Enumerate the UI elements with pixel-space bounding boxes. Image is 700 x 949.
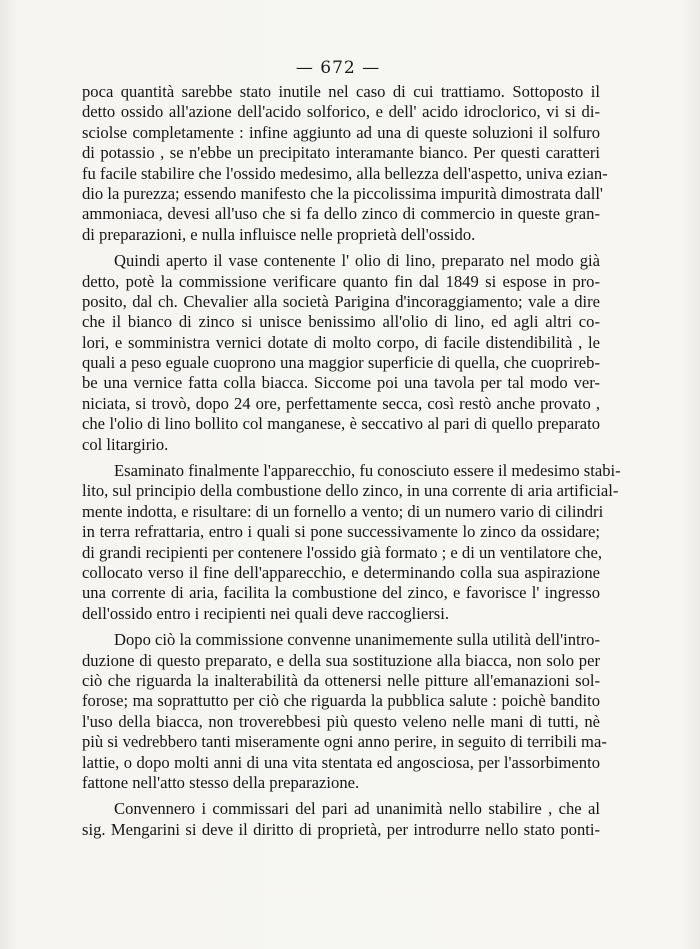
text-line: Quindi aperto il vase contenente l' olio di lino, preparato nel modo già (114, 251, 600, 271)
paragraph (82, 630, 607, 793)
paragraph (82, 82, 608, 245)
text-line: forose; ma soprattutto per ciò che riguarda la pubblica salute : poichè bandito (82, 691, 600, 711)
text-line: Esaminato finalmente l'apparecchio, fu conosciuto essere il medesimo stabi- (114, 461, 621, 481)
text-line: mente indotta, e risultare: di un fornello a vento; di un numero vario di cilindri (82, 501, 604, 521)
body-text (82, 82, 621, 840)
text-line: di potassio , se n'ebbe un precipitato interamante bianco. Per questi caratteri (82, 143, 600, 163)
text-line: poca quantità sarebbe stato inutile nel caso di cui trattiamo. Sottoposto il (82, 82, 600, 101)
page-number-header: — 672 — (295, 58, 381, 78)
text-line: collocato verso il fine dell'apparecchio, e determinando colla sua aspirazione (82, 562, 600, 582)
text-line: Dopo ciò la commissione convenne unanimemente sulla utilità dell'intro- (114, 630, 600, 650)
text-line: dio la purezza; essendo manifesto che la piccolissima impurità dimostrata dall' (82, 183, 603, 203)
text-line: col litargirio. (82, 434, 169, 454)
text-line: posito, dal ch. Chevalier alla società Parigina d'incoraggiamento; vale a dire (82, 291, 600, 311)
text-line: di grandi recipienti per contenere l'ossido già formato ; e di un ventilatore che, (82, 542, 602, 562)
text-line: be una vernice fatta colla biacca. Siccome poi una tavola per tal modo ver- (82, 373, 600, 393)
paragraph (82, 461, 621, 624)
paragraph (82, 251, 600, 455)
text-line: più si vedrebbero tanti miseramente ogni anno perire, in seguito di terribili ma- (82, 732, 607, 752)
text-line: detto ossido all'azione dell'acido solforico, e dell' acido idroclorico, vi si di- (82, 102, 600, 122)
text-line: lito, sul principio della combustione dello zinco, in una corrente di aria artificial- (82, 481, 619, 501)
text-line: sig. Mengarini si deve il diritto di proprietà, per introdurre nello stato ponti- (82, 819, 600, 839)
text-line: che il bianco di zinco si unisce benissimo all'olio di lino, ed agli altri co- (82, 312, 600, 332)
text-line: quali a peso eguale cuoprono una maggior superficie di quella, che cuoprireb- (82, 353, 600, 373)
text-line: in terra refrattaria, entro i quali si pone successivamente lo zinco da ossidare; (82, 522, 600, 542)
paragraph (82, 799, 600, 840)
text-line: ciò che riguarda la inalterabilità da ottenersi nelle pitture all'emanazioni sol- (82, 670, 600, 690)
text-line: sciolse completamente : infine aggiunto ad una di queste soluzioni il solfuro (82, 122, 600, 142)
text-line: che l'olio di lino bollito col manganese, è seccativo al pari di quello preparato (82, 414, 600, 434)
text-line: fattone nell'atto stesso della preparazione. (82, 772, 360, 792)
text-line: di preparazioni, e nulla influisce nelle proprietà dell'ossido. (82, 224, 476, 244)
text-line: duzione di questo preparato, e della sua sostituzione alla biacca, non solo per (82, 650, 600, 670)
text-line: l'uso della biacca, non troverebbesi più questo veleno nelle mani di tutti, nè (82, 711, 600, 731)
text-line: una corrente di aria, facilita la combustione del zinco, e favorisce l' ingresso (82, 583, 600, 603)
text-line: lori, e somministra vernici dotate di molto corpo, di facile distendibilità , le (82, 332, 600, 352)
text-line: fu facile stabilire che l'ossido medesimo, alla bellezza dell'aspetto, univa ezian- (82, 163, 608, 183)
text-line: Convennero i commissari del pari ad unanimità nello stabilire , che al (114, 799, 600, 819)
text-line: niciata, si trovò, dopo 24 ore, perfettamente secca, così restò anche provato , (82, 393, 600, 413)
text-line: ammoniaca, devesi all'uso che si fa dello zinco di commercio in queste gran- (82, 204, 600, 224)
text-line: lattie, o dopo molti anni di una vita stentata ed angosciosa, per l'assorbimento (82, 752, 600, 772)
text-line: dell'ossido entro i recipienti nei quali deve raccogliersi. (82, 603, 450, 623)
text-line: detto, potè la commissione verificare quanto fin dal 1849 si espose in pro- (82, 271, 600, 291)
